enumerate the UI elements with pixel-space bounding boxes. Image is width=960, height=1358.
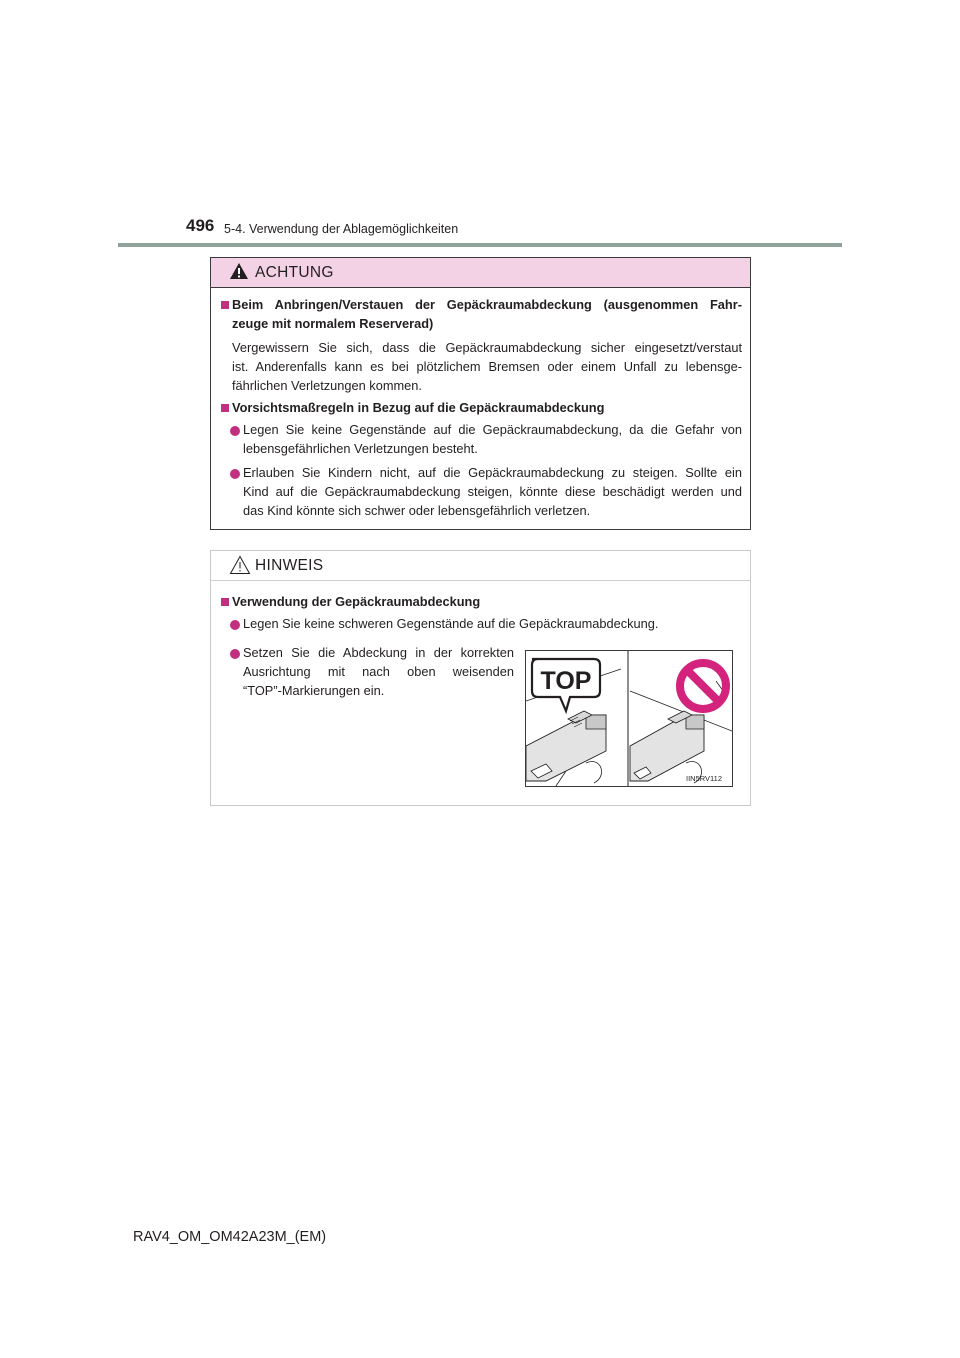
hinweis-heading: Verwendung der Gepäckraumabdeckung <box>232 594 481 609</box>
hinweis-bullet-1: Legen Sie keine schweren Gegenstände auf die Gepäckraumabdeckung. <box>243 616 659 631</box>
illustration-code: IIN5RV112 <box>686 774 722 783</box>
achtung-box <box>210 257 751 530</box>
hinweis-bullet-2-line3: “TOP”-Markierungen ein. <box>243 683 385 698</box>
achtung-item-1-body-line3: fährlichen Verletzungen kommen. <box>232 378 422 393</box>
achtung-header <box>211 258 750 288</box>
achtung-item-1-heading-line2: zeuge mit normalem Reserverad) <box>232 316 434 331</box>
top-marking-illustration <box>525 650 733 787</box>
achtung-bullet-2-line3: das Kind könnte sich schwer oder lebensgefährlich verletzen. <box>243 503 591 518</box>
bullet-dot <box>230 469 240 479</box>
hinweis-bullet-2-line2: Ausrichtung mit nach oben weisenden <box>243 664 514 679</box>
bullet-dot <box>230 426 240 436</box>
section-title: 5-4. Verwendung der Ablagemöglichkeiten <box>224 222 459 236</box>
hinweis-bullet-2-line1: Setzen Sie die Abdeckung in der korrekten <box>243 645 514 660</box>
achtung-bullet-1-line1: Legen Sie keine Gegenstände auf die Gepäckraumabdeckung, da die Gefahr von <box>243 422 742 437</box>
achtung-bullet-1-line2: lebensgefährlichen Verletzungen besteht. <box>243 441 478 456</box>
bullet-dot <box>230 620 240 630</box>
hinweis-header <box>211 551 750 581</box>
section-bullet-square <box>221 301 229 309</box>
section-bullet-square <box>221 598 229 606</box>
achtung-bullet-2-line1: Erlauben Sie Kindern nicht, auf die Gepäckraumabdeckung zu steigen. Sollte ein <box>243 465 742 480</box>
section-bullet-square <box>221 404 229 412</box>
bullet-dot <box>230 649 240 659</box>
notice-icon <box>229 555 251 575</box>
footer-model-code: RAV4_OM_OM42A23M_(EM) <box>133 1229 327 1245</box>
hinweis-title: HINWEIS <box>255 557 324 574</box>
achtung-item-1-body-line2: ist. Anderenfalls kann es bei plötzlichem Bremsen oder einem Unfall zu lebensge- <box>232 359 742 374</box>
achtung-title: ACHTUNG <box>255 264 334 281</box>
achtung-item-2-heading: Vorsichtsmaßregeln in Bezug auf die Gepäckraumabdeckung <box>232 400 605 415</box>
achtung-item-1-heading-line1: Beim Anbringen/Verstauen der Gepäckraumabdeckung (ausgenommen Fahr- <box>232 297 742 312</box>
cover-illustration-svg <box>526 651 732 786</box>
header-rule <box>118 243 842 247</box>
top-label: TOP <box>540 667 592 695</box>
achtung-bullet-2-line2: Kind auf die Gepäckraumabdeckung steigen, könnte diese beschädigt werden und <box>243 484 742 499</box>
page-number: 496 <box>186 216 215 235</box>
achtung-item-1-body-line1: Vergewissern Sie sich, dass die Gepäckraumabdeckung sicher eingesetzt/verstaut <box>232 340 742 355</box>
warning-icon <box>229 262 249 280</box>
